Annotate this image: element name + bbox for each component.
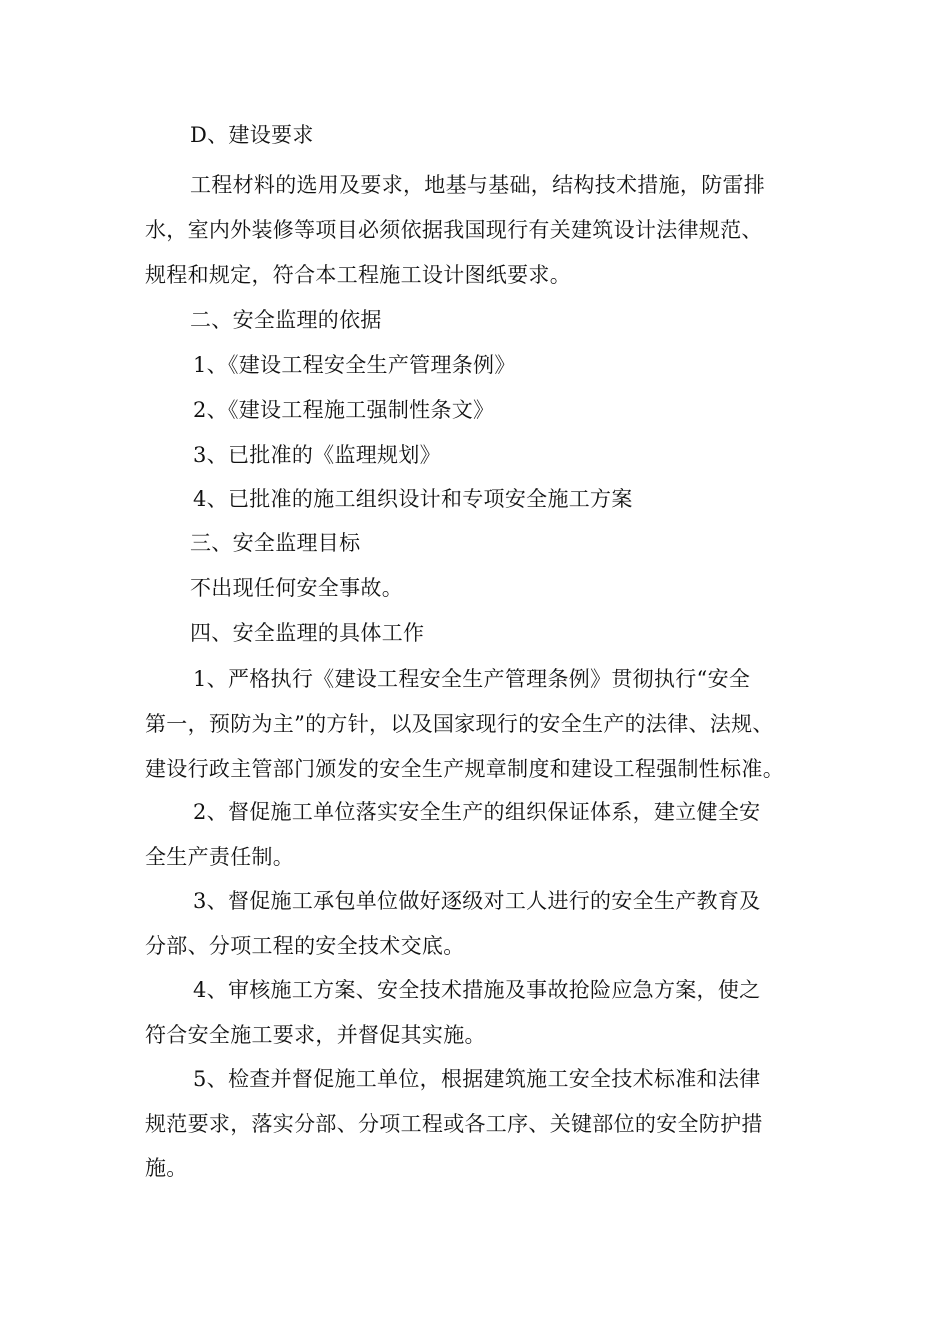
section-heading-2: 二、安全监理的依据 xyxy=(190,308,382,332)
paragraph-line: 规程和规定，符合本工程施工设计图纸要求。 xyxy=(145,263,571,287)
paragraph-line: 分部、分项工程的安全技术交底。 xyxy=(145,934,465,958)
paragraph-line: 3、督促施工承包单位做好逐级对工人进行的安全生产教育及 xyxy=(193,889,761,913)
paragraph-line: 施。 xyxy=(145,1156,188,1180)
section-heading-d: D、建设要求 xyxy=(190,123,314,147)
paragraph-line: 建设行政主管部门颁发的安全生产规章制度和建设工程强制性标准。 xyxy=(145,757,784,781)
list-item: 4、已批准的施工组织设计和专项安全施工方案 xyxy=(193,487,633,511)
section-heading-4: 四、安全监理的具体工作 xyxy=(190,621,425,645)
paragraph-line: 2、督促施工单位落实安全生产的组织保证体系，建立健全安 xyxy=(193,800,761,824)
paragraph-line: 不出现任何安全事故。 xyxy=(190,576,403,600)
list-item: 1、《建设工程安全生产管理条例》 xyxy=(193,353,516,377)
paragraph-line: 1、严格执行《建设工程安全生产管理条例》贯彻执行“安全 xyxy=(193,667,751,691)
paragraph-line: 工程材料的选用及要求，地基与基础，结构技术措施，防雷排 xyxy=(190,173,766,197)
paragraph-line: 符合安全施工要求，并督促其实施。 xyxy=(145,1023,486,1047)
list-item: 3、已批准的《监理规划》 xyxy=(193,443,441,467)
paragraph-line: 水，室内外装修等项目必须依据我国现行有关建筑设计法律规范、 xyxy=(145,218,763,242)
paragraph-line: 全生产责任制。 xyxy=(145,845,295,869)
paragraph-line: 4、审核施工方案、安全技术措施及事故抢险应急方案，使之 xyxy=(193,978,761,1002)
section-heading-3: 三、安全监理目标 xyxy=(190,531,361,555)
paragraph-line: 规范要求，落实分部、分项工程或各工序、关键部位的安全防护措 xyxy=(145,1112,763,1136)
list-item: 2、《建设工程施工强制性条文》 xyxy=(193,398,495,422)
paragraph-line: 5、检查并督促施工单位，根据建筑施工安全技术标准和法律 xyxy=(193,1067,761,1091)
paragraph-line: 第一，预防为主”的方针，以及国家现行的安全生产的法律、法规、 xyxy=(145,712,774,736)
